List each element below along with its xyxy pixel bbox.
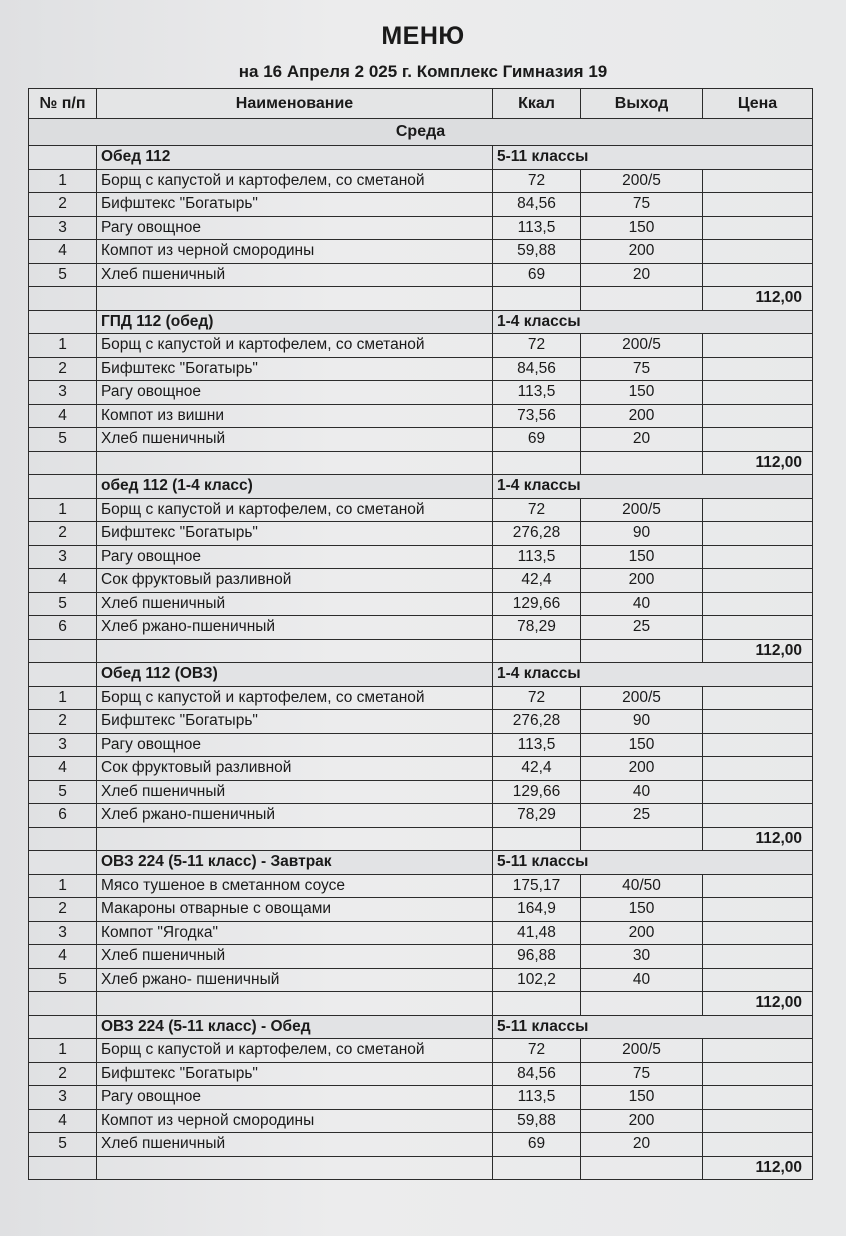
table-row [29,710,813,734]
table-row [29,381,813,405]
item-price [703,686,813,710]
section-title: ОВЗ 224 (5-11 класс) - Обед [97,1015,493,1039]
total-name-cell [97,451,493,475]
item-name: Компот "Ягодка" [97,921,493,945]
section-total-row [29,827,813,851]
item-price [703,733,813,757]
item-kcal: 84,56 [493,357,581,381]
item-output: 40 [581,968,703,992]
item-price [703,1039,813,1063]
item-kcal: 72 [493,169,581,193]
item-name: Борщ с капустой и картофелем, со сметаной [97,686,493,710]
item-number: 1 [29,498,97,522]
column-header-name: Наименование [97,89,493,119]
item-kcal: 113,5 [493,1086,581,1110]
menu-table [28,88,813,1180]
item-kcal: 113,5 [493,733,581,757]
item-price [703,921,813,945]
item-name: Рагу овощное [97,216,493,240]
item-name: Рагу овощное [97,733,493,757]
item-price [703,592,813,616]
total-number-cell [29,451,97,475]
section-number-cell [29,851,97,875]
item-kcal: 72 [493,498,581,522]
section-header-row [29,851,813,875]
section-price: 112,00 [703,287,813,311]
item-name: Макароны отварные с овощами [97,898,493,922]
item-name: Бифштекс "Богатырь" [97,1062,493,1086]
item-number: 1 [29,874,97,898]
total-output-cell [581,287,703,311]
item-output: 20 [581,428,703,452]
section-number-cell [29,1015,97,1039]
item-kcal: 175,17 [493,874,581,898]
item-name: Хлеб пшеничный [97,780,493,804]
item-kcal: 113,5 [493,381,581,405]
item-price [703,193,813,217]
total-number-cell [29,827,97,851]
item-price [703,968,813,992]
item-output: 75 [581,357,703,381]
section-header-row [29,310,813,334]
table-row [29,498,813,522]
item-name: Мясо тушеное в сметанном соусе [97,874,493,898]
item-name: Борщ с капустой и картофелем, со сметаной [97,498,493,522]
item-number: 5 [29,428,97,452]
item-price [703,216,813,240]
item-price [703,780,813,804]
item-number: 3 [29,921,97,945]
table-row [29,357,813,381]
item-name: Сок фруктовый разливной [97,757,493,781]
section-total-row [29,451,813,475]
item-kcal: 113,5 [493,545,581,569]
item-number: 4 [29,404,97,428]
item-kcal: 59,88 [493,1109,581,1133]
item-kcal: 113,5 [493,216,581,240]
item-kcal: 59,88 [493,240,581,264]
item-output: 150 [581,898,703,922]
item-number: 4 [29,945,97,969]
item-price [703,1133,813,1157]
total-kcal-cell [493,827,581,851]
item-name: Хлеб пшеничный [97,428,493,452]
item-name: Борщ с капустой и картофелем, со сметаной [97,169,493,193]
section-number-cell [29,146,97,170]
section-classes: 1-4 классы [493,475,813,499]
item-number: 3 [29,381,97,405]
item-output: 150 [581,216,703,240]
section-header-row [29,475,813,499]
item-output: 40 [581,592,703,616]
item-price [703,522,813,546]
item-output: 150 [581,381,703,405]
table-row [29,1062,813,1086]
section-title: ОВЗ 224 (5-11 класс) - Завтрак [97,851,493,875]
item-price [703,334,813,358]
item-price [703,545,813,569]
section-total-row [29,992,813,1016]
item-output: 75 [581,193,703,217]
total-name-cell [97,992,493,1016]
table-row [29,240,813,264]
table-row [29,428,813,452]
table-row [29,898,813,922]
section-classes: 5-11 классы [493,1015,813,1039]
page-subtitle: на 16 Апреля 2 025 г. Комплекс Гимназия 19 [238,62,608,81]
item-number: 6 [29,804,97,828]
item-number: 3 [29,733,97,757]
item-name: Рагу овощное [97,381,493,405]
table-row [29,686,813,710]
item-number: 1 [29,686,97,710]
table-row [29,263,813,287]
item-kcal: 164,9 [493,898,581,922]
item-number: 4 [29,569,97,593]
item-price [703,428,813,452]
item-price [703,404,813,428]
item-price [703,381,813,405]
item-price [703,710,813,734]
item-number: 1 [29,1039,97,1063]
table-row [29,921,813,945]
item-output: 20 [581,1133,703,1157]
item-price [703,945,813,969]
item-name: Бифштекс "Богатырь" [97,193,493,217]
day-label: Среда [29,119,813,146]
table-row [29,780,813,804]
section-title: Обед 112 (ОВЗ) [97,663,493,687]
item-price [703,169,813,193]
item-price [703,616,813,640]
table-row [29,733,813,757]
section-title: Обед 112 [97,146,493,170]
item-kcal: 129,66 [493,780,581,804]
section-title: обед 112 (1-4 класс) [97,475,493,499]
total-output-cell [581,451,703,475]
total-number-cell [29,992,97,1016]
item-number: 5 [29,780,97,804]
item-price [703,357,813,381]
section-price: 112,00 [703,639,813,663]
item-price [703,874,813,898]
item-number: 1 [29,334,97,358]
column-header-number: № п/п [29,89,97,119]
item-number: 2 [29,522,97,546]
item-name: Бифштекс "Богатырь" [97,710,493,734]
item-output: 200/5 [581,686,703,710]
item-price [703,263,813,287]
section-price: 112,00 [703,451,813,475]
item-kcal: 72 [493,1039,581,1063]
item-output: 200 [581,240,703,264]
item-kcal: 69 [493,428,581,452]
item-output: 150 [581,1086,703,1110]
item-name: Компот из черной смородины [97,240,493,264]
total-kcal-cell [493,639,581,663]
item-number: 5 [29,968,97,992]
total-name-cell [97,1156,493,1180]
item-output: 25 [581,804,703,828]
item-price [703,804,813,828]
item-kcal: 129,66 [493,592,581,616]
item-output: 200/5 [581,334,703,358]
section-number-cell [29,475,97,499]
item-price [703,1109,813,1133]
item-kcal: 84,56 [493,193,581,217]
table-row [29,592,813,616]
item-number: 2 [29,898,97,922]
item-name: Хлеб ржано-пшеничный [97,616,493,640]
section-price: 112,00 [703,992,813,1016]
item-kcal: 41,48 [493,921,581,945]
item-name: Бифштекс "Богатырь" [97,522,493,546]
section-classes: 5-11 классы [493,146,813,170]
item-name: Хлеб ржано-пшеничный [97,804,493,828]
item-number: 2 [29,193,97,217]
total-output-cell [581,992,703,1016]
item-price [703,1086,813,1110]
item-output: 25 [581,616,703,640]
item-number: 2 [29,1062,97,1086]
item-kcal: 69 [493,1133,581,1157]
section-number-cell [29,663,97,687]
total-name-cell [97,827,493,851]
section-price: 112,00 [703,1156,813,1180]
item-price [703,569,813,593]
total-number-cell [29,639,97,663]
item-number: 4 [29,757,97,781]
item-output: 200/5 [581,498,703,522]
item-output: 200 [581,404,703,428]
item-kcal: 72 [493,686,581,710]
section-classes: 5-11 классы [493,851,813,875]
item-kcal: 69 [493,263,581,287]
item-name: Рагу овощное [97,545,493,569]
table-row [29,334,813,358]
item-price [703,757,813,781]
item-price [703,1062,813,1086]
item-price [703,240,813,264]
item-name: Хлеб пшеничный [97,263,493,287]
section-number-cell [29,310,97,334]
item-output: 200 [581,757,703,781]
item-output: 200/5 [581,169,703,193]
item-kcal: 276,28 [493,522,581,546]
total-kcal-cell [493,1156,581,1180]
section-total-row [29,287,813,311]
item-kcal: 102,2 [493,968,581,992]
total-name-cell [97,287,493,311]
total-output-cell [581,1156,703,1180]
section-header-row [29,663,813,687]
table-row [29,569,813,593]
item-number: 3 [29,545,97,569]
total-output-cell [581,639,703,663]
item-output: 30 [581,945,703,969]
table-row [29,1133,813,1157]
item-price [703,498,813,522]
item-name: Борщ с капустой и картофелем, со сметаной [97,334,493,358]
item-name: Борщ с капустой и картофелем, со сметаной [97,1039,493,1063]
table-row [29,169,813,193]
item-output: 200 [581,921,703,945]
section-total-row [29,639,813,663]
item-number: 6 [29,616,97,640]
item-name: Рагу овощное [97,1086,493,1110]
item-name: Компот из вишни [97,404,493,428]
item-number: 4 [29,1109,97,1133]
table-row [29,1039,813,1063]
item-name: Хлеб пшеничный [97,945,493,969]
column-header-output: Выход [581,89,703,119]
item-number: 4 [29,240,97,264]
item-number: 3 [29,216,97,240]
item-kcal: 42,4 [493,569,581,593]
table-row [29,616,813,640]
item-kcal: 72 [493,334,581,358]
section-header-row [29,146,813,170]
item-number: 1 [29,169,97,193]
table-row [29,522,813,546]
total-number-cell [29,1156,97,1180]
item-output: 150 [581,733,703,757]
item-number: 2 [29,357,97,381]
item-kcal: 73,56 [493,404,581,428]
item-output: 75 [581,1062,703,1086]
header-row [29,89,813,119]
table-row [29,545,813,569]
table-row [29,216,813,240]
total-kcal-cell [493,992,581,1016]
item-name: Хлеб пшеничный [97,1133,493,1157]
item-output: 20 [581,263,703,287]
item-name: Бифштекс "Богатырь" [97,357,493,381]
table-row [29,757,813,781]
section-total-row [29,1156,813,1180]
item-output: 200 [581,569,703,593]
item-output: 90 [581,710,703,734]
item-number: 5 [29,1133,97,1157]
section-header-row [29,1015,813,1039]
table-row [29,1086,813,1110]
section-price: 112,00 [703,827,813,851]
table-row [29,1109,813,1133]
item-name: Хлеб пшеничный [97,592,493,616]
table-row [29,193,813,217]
item-kcal: 78,29 [493,616,581,640]
day-row [29,119,813,146]
item-number: 2 [29,710,97,734]
item-price [703,898,813,922]
item-output: 150 [581,545,703,569]
table-row [29,968,813,992]
table-row [29,404,813,428]
column-header-kcal: Ккал [493,89,581,119]
item-output: 40 [581,780,703,804]
item-kcal: 96,88 [493,945,581,969]
item-number: 3 [29,1086,97,1110]
item-name: Компот из черной смородины [97,1109,493,1133]
section-classes: 1-4 классы [493,663,813,687]
total-kcal-cell [493,451,581,475]
section-title: ГПД 112 (обед) [97,310,493,334]
total-output-cell [581,827,703,851]
item-number: 5 [29,592,97,616]
column-header-price: Цена [703,89,813,119]
item-kcal: 42,4 [493,757,581,781]
item-output: 200 [581,1109,703,1133]
total-number-cell [29,287,97,311]
table-row [29,945,813,969]
item-kcal: 276,28 [493,710,581,734]
section-classes: 1-4 классы [493,310,813,334]
item-output: 90 [581,522,703,546]
total-kcal-cell [493,287,581,311]
item-name: Хлеб ржано- пшеничный [97,968,493,992]
page-title: МЕНЮ [381,22,465,50]
table-row [29,804,813,828]
total-name-cell [97,639,493,663]
item-output: 200/5 [581,1039,703,1063]
item-number: 5 [29,263,97,287]
table-row [29,874,813,898]
item-kcal: 84,56 [493,1062,581,1086]
item-kcal: 78,29 [493,804,581,828]
item-name: Сок фруктовый разливной [97,569,493,593]
item-output: 40/50 [581,874,703,898]
